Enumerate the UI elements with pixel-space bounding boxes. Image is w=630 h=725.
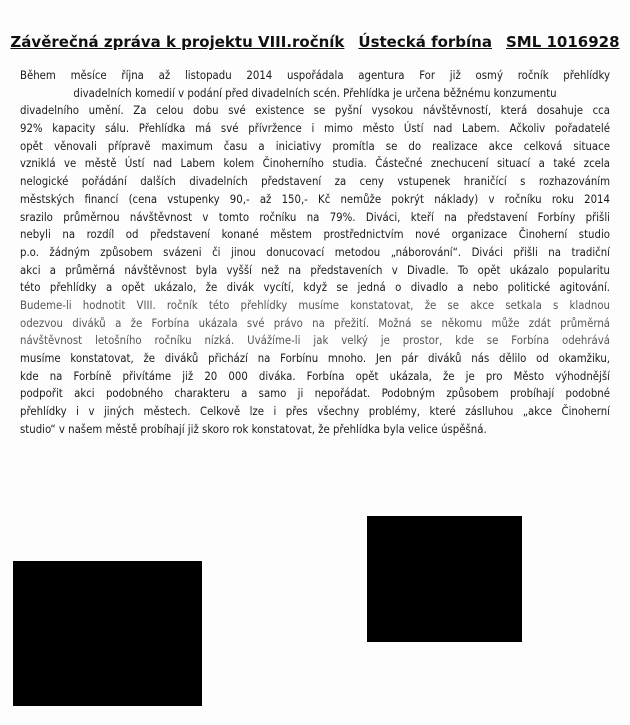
body-line: této přehlídky a opět ukázalo, že divák vycítí, když se jedná o divadlo a nebo politické agitování. (20, 281, 610, 295)
body-line: 92% kapacity sálu. Přehlídka má své přívržence i mimo město Ústí nad Labem. Ačkoliv pořadatelé (20, 122, 610, 136)
report-body (20, 67, 610, 438)
body-line: divadelních komedií v podání před divadelních scén. Přehlídka je určena běžnému konzumentu (73, 86, 557, 100)
body-line: opět věnovali přípravě maximum času a iniciativy promítla se do realizace akce celková situace (20, 139, 610, 153)
body-line: divadelního umění. Za celou dobu své existence se pyšní vysokou návštěvností, která dosahuje cca (20, 104, 610, 118)
body-line: Budeme-li hodnotit VIII. ročník této přehlídky musíme konstatovat, že se akce setkala s kladnou (20, 298, 610, 312)
body-line: Během měsíce října až listopadu 2014 uspořádala agentura For již osmý ročník přehlídky (20, 69, 610, 82)
body-line: nelogické pořádání dalších divadelních představení za ceny vstupenek hraničící s rozhazováním (20, 175, 610, 189)
redaction-block-left (13, 561, 202, 706)
body-line: akci a průměrná návštěvnost byla vyšší než na představeních v Divadle. To opět ukázalo popularitu (20, 263, 610, 277)
body-line: odezvou diváků a že Forbína ukázala své právo na přežití. Možná se někomu může zdát průměrná (20, 316, 610, 330)
body-line: kde na Forbíně přivítáme již 20 000 diváka. Forbína opět ukázala, že je pro Město výhodnější (20, 369, 610, 383)
page-title (0, 33, 630, 51)
body-line: srazilo průměrnou návštěvnost v tomto ročníku na 79%. Diváci, kteří na představení Forbíny přišli (20, 210, 610, 224)
body-line: přehlídky i v jiných městech. Celkově lze i přes všechny problémy, které záslluhou „akce Činoherní (20, 405, 610, 419)
body-line: městských financí (cena vstupenky 90,- až 150,- Kč nemůže pokrýt náklady) v ročníku roku 2014 (20, 192, 610, 206)
title-event: Ústecká forbína (358, 33, 492, 51)
body-line: p.o. žádným způsobem svázeni či jinou donucovací metodou „náborování“. Diváci přišli na tradiční (20, 245, 610, 259)
title-reference: SML 1016928 (505, 33, 620, 51)
body-line: podpořit akci podobného charakteru a samo ji nepořádat. Podobným způsobem probíhají podobné (20, 387, 610, 401)
body-line: musíme konstatovat, že diváků přichází na Forbínu mnoho. Jen pár diváků nás dělilo od okamžiku, (20, 352, 610, 365)
body-line: vzniklá ve městě Ústí nad Labem kolem Činoherního studia. Částečné znechucení situací a také zcela (20, 157, 610, 171)
title-project: Závěrečná zpráva k projektu VIII.ročník (10, 33, 345, 51)
redaction-block-right (367, 516, 522, 642)
body-line: návštěvnost letošního ročníku nízká. Uvážíme-li jak velký je prostor, kde se Forbína odehrává (20, 334, 610, 348)
body-line: studio“ v našem městě probíhají již skoro rok konstatovat, že přehlídka byla velice úspěšná. (20, 422, 487, 436)
body-line: nebyli na rozdíl od představení konané městem prostřednictvím nové organizace Činoherní studio (20, 228, 610, 242)
